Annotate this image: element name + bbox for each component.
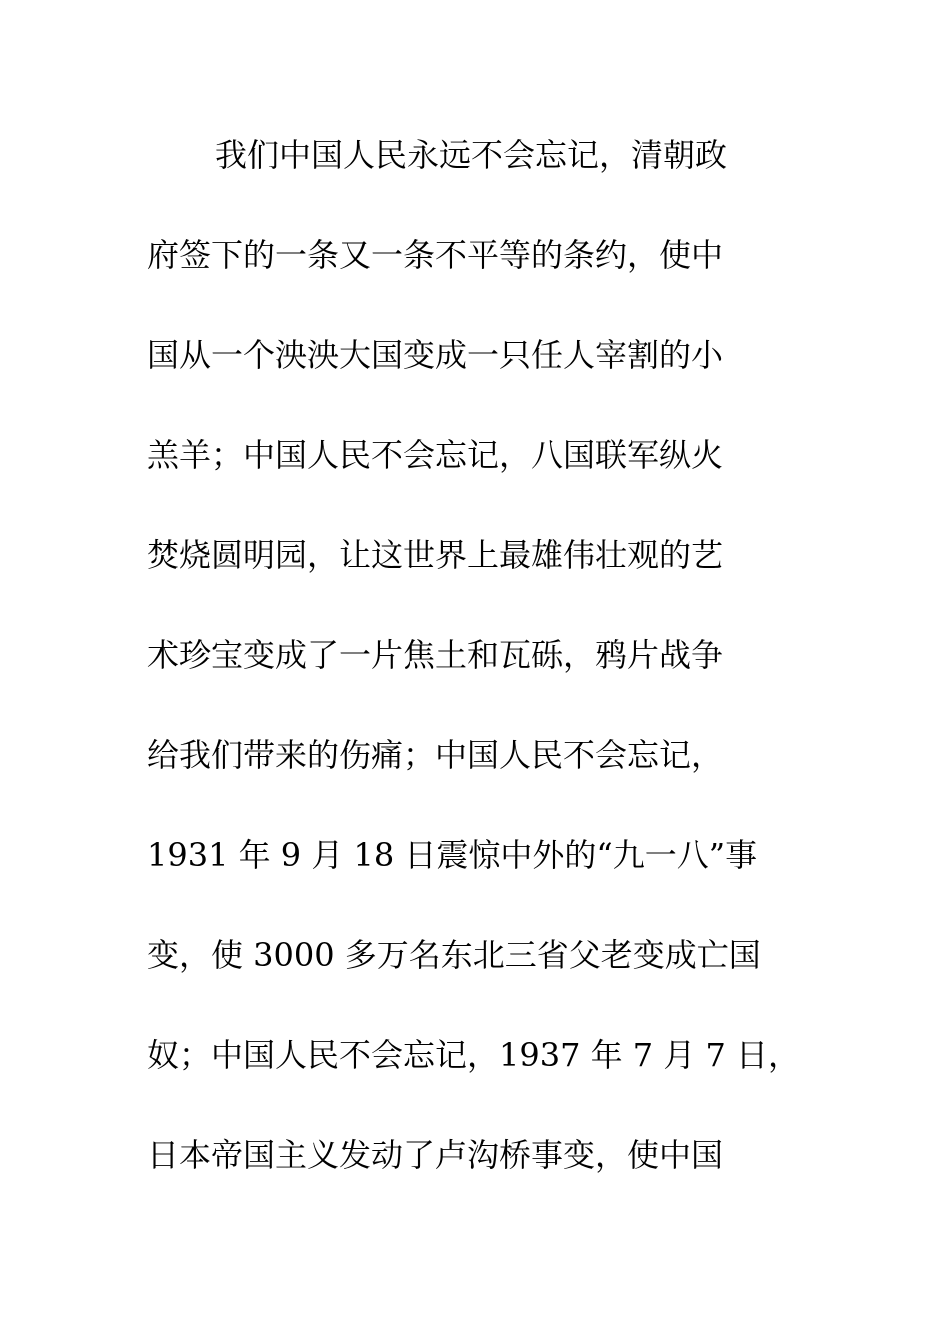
text-line-4: 羔羊；中国人民不会忘记，八国联军纵火 [147,436,724,474]
text-line-10: 奴；中国人民不会忘记，1937 年 7 月 7 日， [147,1036,801,1074]
text-line-8: 1931 年 9 月 18 日震惊中外的“九一八”事 [147,836,758,874]
text-line-6: 术珍宝变成了一片焦土和瓦砾，鸦片战争 [147,636,724,674]
text-line-2: 府签下的一条又一条不平等的条约，使中 [147,236,724,274]
text-line-3: 国从一个泱泱大国变成一只任人宰割的小 [147,336,724,374]
text-line-7: 给我们带来的伤痛；中国人民不会忘记， [147,736,724,774]
text-line-9: 变，使 3000 多万名东北三省父老变成亡国 [147,936,761,974]
text-line-5: 焚烧圆明园，让这世界上最雄伟壮观的艺 [147,536,724,574]
text-line-11: 日本帝国主义发动了卢沟桥事变，使中国 [147,1136,724,1174]
paragraph [147,128,807,1228]
text-line-1: 我们中国人民永远不会忘记，清朝政 [215,136,728,174]
